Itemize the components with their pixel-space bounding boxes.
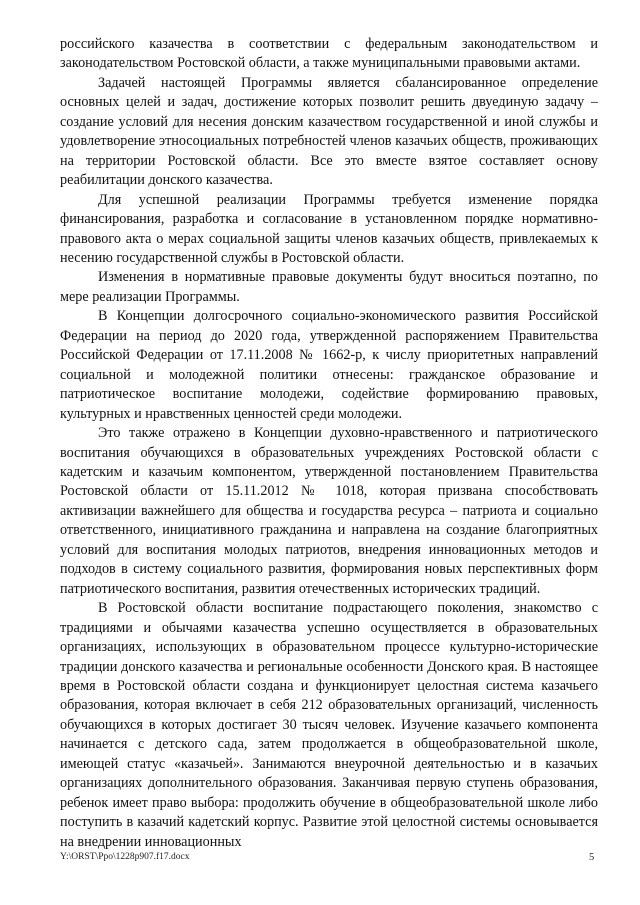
paragraph-7: В Ростовской области воспитание подрастающего поколения, знакомство с традициями и обычаями казачества успешно осуществляется в образовательных организациях, использующих в образовательном процессе культурно-исторические традиции донского казачества и региональные особенности Донского края. В настоящее время в Ростовской области создана и функционирует целостная система казачьего образования, которая включает в себя 212 образовательных организаций, численность обучающихся в которых достигает 30 тысяч человек. Изучение казачьего компонента начинается с детского сада, затем продолжается в общеобразовательной школе, имеющей статус «казачьей». Занимаются внеурочной деятельностью и в казачьих организациях дополнительного образования. Заканчивая первую ступень образования, ребенок имеет право выбора: продолжить обучение в общеобразовательной школе либо поступить в казачий кадетский корпус. Развитие этой целостной системы основывается на внедрении инновационных xyxy=(60,600,598,850)
paragraph-2: Задачей настоящей Программы является сбалансированное определение основных целей и задач, достижение которых позволит решить двуединую задачу – создание условий для несения донским казачеством государственной и иной службы и удовлетворение этносоциальных потребностей членов казачьих обществ, проживающих на территории Ростовской области. Все это вместе взятое составляет основу реабилитации донского казачества. xyxy=(60,74,598,189)
paragraph-4: Изменения в нормативные правовые документы будут вноситься поэтапно, по мере реализации Программы. xyxy=(60,269,598,305)
paragraph-5: В Концепции долгосрочного социально-экономического развития Российской Федерации на период до 2020 года, утвержденной распоряжением Правительства Российской Федерации от 17.11.2008 № 1662-р, к числу приоритетных направлений социальной и молодежной политики отнесены: гражданское образование и патриотическое воспитание молодежи, содействие формированию правовых, культурных и нравственных ценностей среди молодежи. xyxy=(60,308,598,422)
document-page xyxy=(60,35,598,852)
paragraph-1: российского казачества в соответствии с федеральным законодательством и законодательством Ростовской области, а также муниципальными правовыми актами. xyxy=(60,36,598,72)
footer-file-path: Y:\ORST\Ppo\1228p907.f17.docx xyxy=(60,852,190,862)
footer-page-number: 5 xyxy=(589,852,595,863)
paragraph-6: Это также отражено в Концепции духовно-нравственного и патриотического воспитания обучающихся в образовательных учреждениях Ростовской области с кадетским и казачьим компонентом, утвержденной постановлением Правительства Ростовской области от 15.11.2012 № 1018, которая призвана способствовать активизации важнейшего для общества и государства ресурса – патриота и социально ответственного, инициативного гражданина и направлена на создание благоприятных условий для воспитания молодых патриотов, внедрения инновационных методов и подходов в систему социального развития, формирования новых перспективных форм патриотического воспитания, развития отечественных исторических традиций. xyxy=(60,425,598,597)
paragraph-3: Для успешной реализации Программы требуется изменение порядка финансирования, разработка и согласование в установленном порядке нормативно-правового акта о мерах социальной защиты членов казачьих обществ, привлекаемых к несению государственной службы в Ростовской области. xyxy=(60,191,598,266)
